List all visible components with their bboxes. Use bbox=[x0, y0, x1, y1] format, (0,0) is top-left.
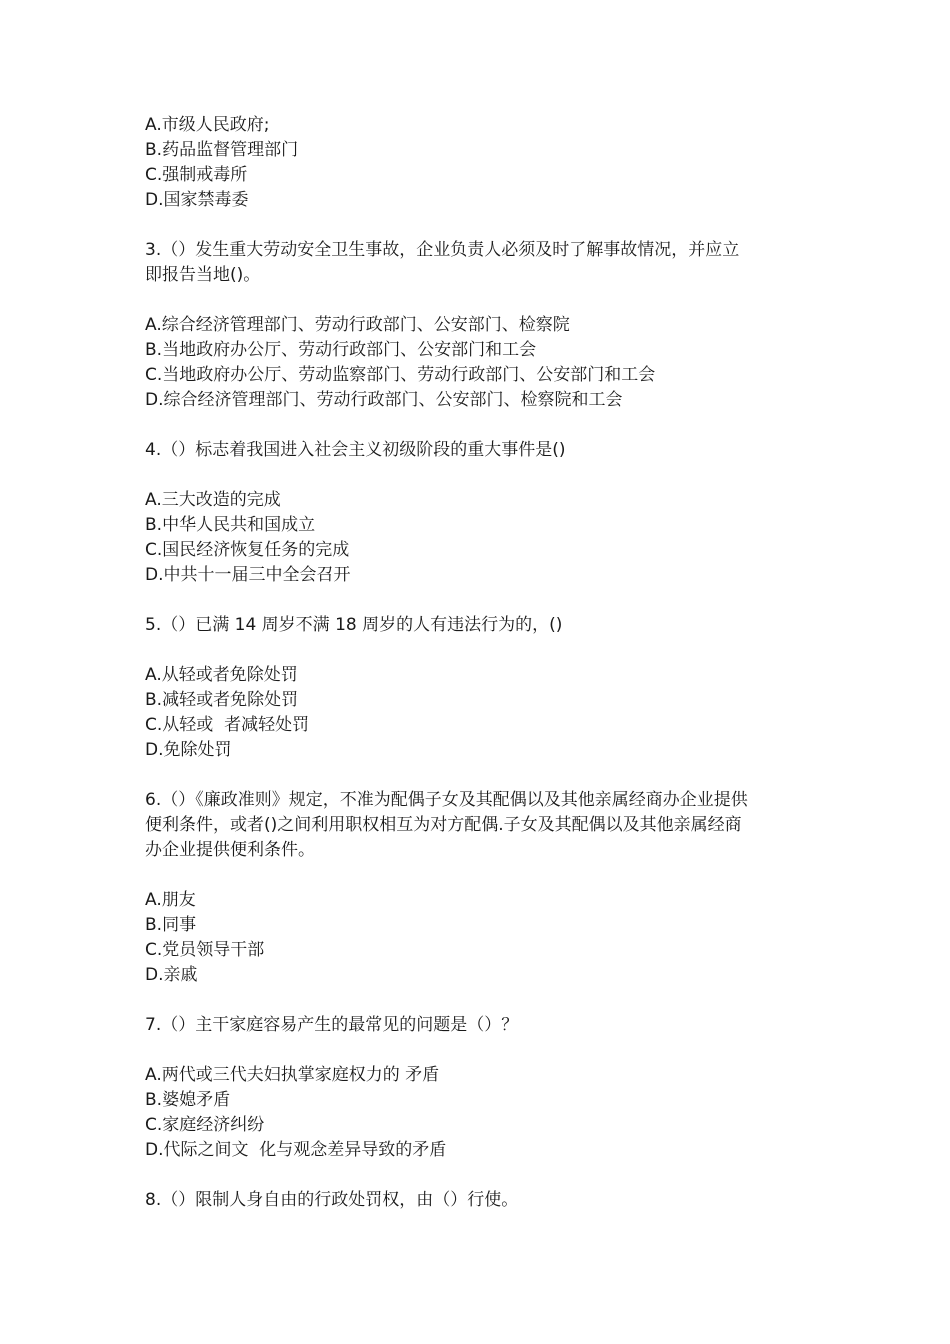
question-stem bbox=[145, 238, 810, 288]
option-item: C.强制戒毒所 bbox=[145, 165, 248, 185]
option-item: A.朋友 bbox=[145, 890, 196, 910]
option-list bbox=[145, 888, 810, 988]
question-stem bbox=[145, 613, 810, 638]
option-item: D.免除处罚 bbox=[145, 740, 232, 760]
option-item: C.家庭经济纠纷 bbox=[145, 1115, 265, 1135]
option-list bbox=[145, 313, 810, 413]
option-item: B.婆媳矛盾 bbox=[145, 1090, 231, 1110]
question-text-line: 7.（）主干家庭容易产生的最常见的问题是（）？ bbox=[145, 1015, 519, 1035]
option-item: B.中华人民共和国成立 bbox=[145, 515, 316, 535]
question-text-line: 便利条件，或者()之间利用职权相互为对方配偶.子女及其配偶以及其他亲属经商 bbox=[145, 815, 742, 835]
question-stem bbox=[145, 1188, 810, 1213]
option-item: C.当地政府办公厅、劳动监察部门、劳动行政部门、公安部门和工会 bbox=[145, 365, 656, 385]
option-item: B.药品监督管理部门 bbox=[145, 140, 299, 160]
question-stem bbox=[145, 788, 810, 863]
option-item: A.综合经济管理部门、劳动行政部门、公安部门、检察院 bbox=[145, 315, 570, 335]
question-stem bbox=[145, 438, 810, 463]
option-item: D.中共十一届三中全会召开 bbox=[145, 565, 351, 585]
option-item: D.代际之间文 化与观念差异导致的矛盾 bbox=[145, 1140, 447, 1160]
question-text-line: 办企业提供便利条件。 bbox=[145, 840, 315, 860]
option-item: A.市级人民政府; bbox=[145, 115, 270, 135]
option-item: A.从轻或者免除处罚 bbox=[145, 665, 298, 685]
option-list bbox=[145, 113, 810, 213]
question-text-line: 4.（）标志着我国进入社会主义初级阶段的重大事件是() bbox=[145, 440, 566, 460]
option-list bbox=[145, 663, 810, 763]
question-text-line: 6.（）《廉政准则》规定，不准为配偶子女及其配偶以及其他亲属经商办企业提供 bbox=[145, 790, 748, 810]
option-item: B.减轻或者免除处罚 bbox=[145, 690, 299, 710]
option-item: A.三大改造的完成 bbox=[145, 490, 281, 510]
option-list bbox=[145, 488, 810, 588]
option-item: D.综合经济管理部门、劳动行政部门、公安部门、检察院和工会 bbox=[145, 390, 623, 410]
option-item: D.国家禁毒委 bbox=[145, 190, 249, 210]
question-stem bbox=[145, 1013, 810, 1038]
option-item: D.亲戚 bbox=[145, 965, 198, 985]
question-text-line: 3.（）发生重大劳动安全卫生事故，企业负责人必须及时了解事故情况，并应立 bbox=[145, 240, 740, 260]
question-text-line: 5.（）已满 14 周岁不满 18 周岁的人有违法行为的，() bbox=[145, 615, 563, 635]
option-list bbox=[145, 1063, 810, 1163]
document-content bbox=[145, 113, 810, 1238]
option-item: B.同事 bbox=[145, 915, 197, 935]
option-item: C.国民经济恢复任务的完成 bbox=[145, 540, 350, 560]
option-item: B.当地政府办公厅、劳动行政部门、公安部门和工会 bbox=[145, 340, 537, 360]
option-item: C.党员领导干部 bbox=[145, 940, 265, 960]
question-text-line: 即报告当地()。 bbox=[145, 265, 261, 285]
option-item: A.两代或三代夫妇执掌家庭权力的 矛盾 bbox=[145, 1065, 440, 1085]
option-item: C.从轻或 者减轻处罚 bbox=[145, 715, 310, 735]
question-text-line: 8.（）限制人身自由的行政处罚权，由（）行使。 bbox=[145, 1190, 519, 1210]
